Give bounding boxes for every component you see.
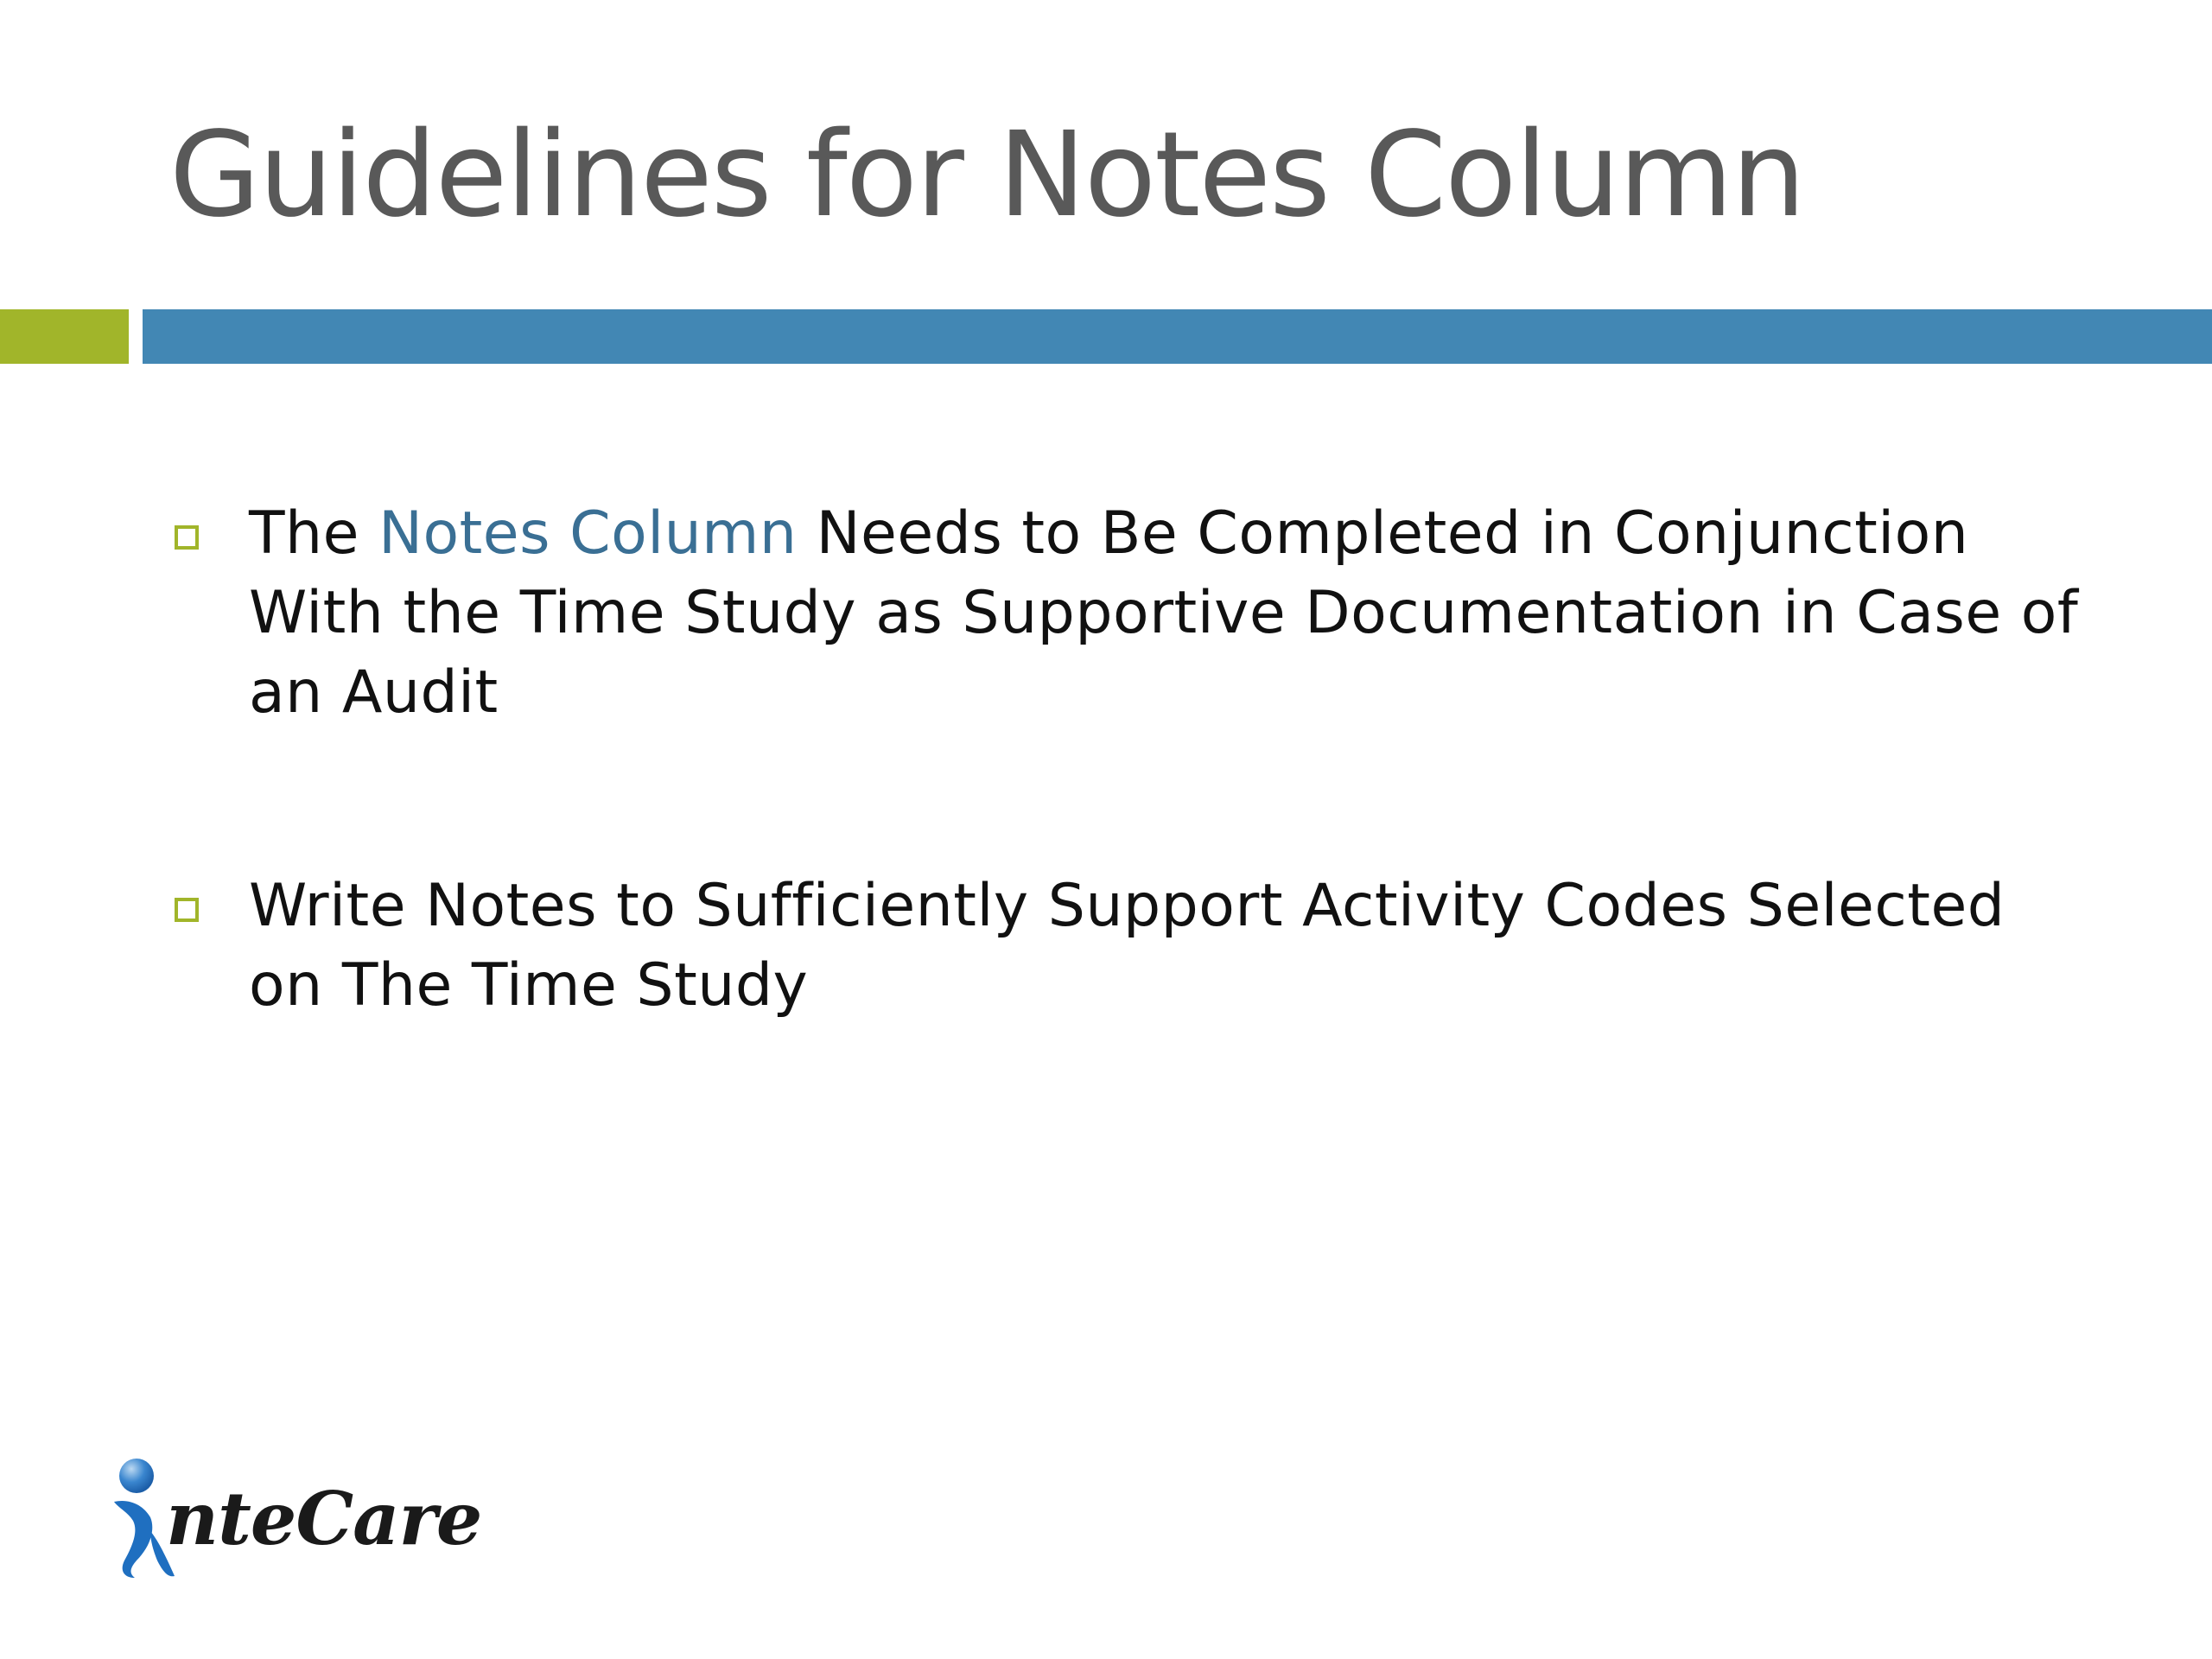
bullet-text-prefix: The <box>249 499 379 568</box>
bullet-list <box>169 494 2096 1026</box>
slide-title: Guidelines for Notes Column <box>169 107 1804 244</box>
title-accent-bar-blue <box>143 309 2212 364</box>
bullet-text-suffix: Needs to Be Completed in Conjunction With the Time Study as Supportive Documentation in Case of an Audit <box>249 499 2079 727</box>
hollow-square-icon <box>175 525 199 550</box>
bullet-text-highlight: Notes Column <box>378 499 798 568</box>
bullet-text: Write Notes to Sufficiently Support Activity Codes Selected on The Time Study <box>249 872 2005 1020</box>
logo-wordmark: nteCare <box>166 1476 482 1561</box>
bullet-item-notes-column <box>169 494 2096 733</box>
hollow-square-icon <box>175 898 199 922</box>
bullet-item-write-notes <box>169 867 2096 1026</box>
title-accent-bar-green <box>0 309 129 364</box>
intecare-logo <box>111 1452 482 1590</box>
